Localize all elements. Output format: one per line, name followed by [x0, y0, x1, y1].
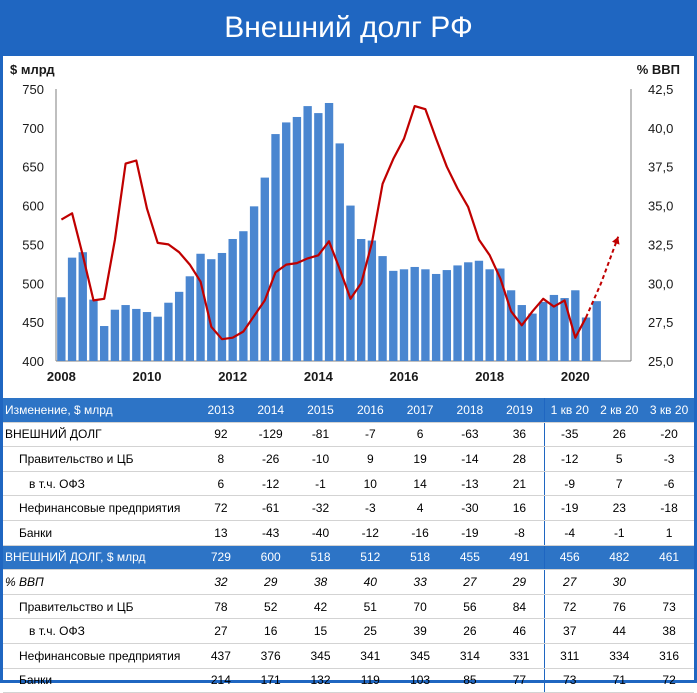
- row-label: в т.ч. ОФЗ: [3, 619, 196, 644]
- table-cell: -10: [296, 447, 346, 472]
- table-cell: 39: [395, 619, 445, 644]
- debt-bar: [496, 269, 504, 361]
- x-tick-label: 2010: [132, 369, 162, 384]
- table-cell: 56: [445, 594, 495, 619]
- debt-bar: [357, 239, 365, 361]
- right-tick-label: 27,5: [648, 315, 674, 331]
- table-cell: 29: [246, 570, 296, 595]
- table-cell: 4: [395, 496, 445, 521]
- table-cell: 52: [246, 594, 296, 619]
- table-cell: -1: [594, 520, 644, 545]
- table-cell: -8: [495, 520, 545, 545]
- table-cell: 40: [345, 570, 395, 595]
- table-row: [3, 668, 694, 693]
- table-cell: -40: [296, 520, 346, 545]
- table-cell: 23: [594, 496, 644, 521]
- table-cell: 46: [495, 619, 545, 644]
- right-axis-title: % ВВП: [636, 62, 680, 77]
- table-cell: -63: [445, 422, 495, 447]
- debt-bar: [250, 206, 258, 361]
- x-tick-label: 2014: [303, 369, 333, 384]
- debt-bar: [475, 261, 483, 361]
- left-tick-label: 700: [22, 120, 44, 136]
- right-tick-label: 42,5: [648, 82, 674, 97]
- table-cell: 92: [196, 422, 246, 447]
- table-cell: 6: [395, 422, 445, 447]
- table-cell: 311: [545, 643, 595, 668]
- table-cell: -4: [545, 520, 595, 545]
- table-row: [3, 643, 694, 668]
- x-tick-label: 2012: [218, 369, 248, 384]
- row-label: Банки: [3, 520, 196, 545]
- table-cell: 5: [594, 447, 644, 472]
- debt-bar: [239, 231, 247, 361]
- table-cell: -19: [445, 520, 495, 545]
- debt-bar: [443, 270, 451, 361]
- table-cell: 73: [545, 668, 595, 693]
- right-tick-label: 32,5: [648, 237, 674, 253]
- right-tick-label: 40,0: [648, 120, 674, 136]
- table-cell: -26: [246, 447, 296, 472]
- table-cell: 37: [545, 619, 595, 644]
- table-cell: 132: [296, 668, 346, 693]
- left-axis-title: $ млрд: [10, 62, 55, 77]
- table-cell: 455: [445, 545, 495, 570]
- debt-bar: [518, 305, 526, 361]
- debt-bar: [293, 117, 301, 361]
- table-cell: 316: [644, 643, 694, 668]
- table-cell: 491: [495, 545, 545, 570]
- debt-bar: [143, 312, 151, 361]
- table-cell: -61: [246, 496, 296, 521]
- left-tick-label: 450: [22, 315, 44, 331]
- table-cell: -12: [545, 447, 595, 472]
- table-cell: 1: [644, 520, 694, 545]
- table-cell: 518: [395, 545, 445, 570]
- table-cell: 7: [594, 471, 644, 496]
- table-cell: 600: [246, 545, 296, 570]
- debt-bar: [229, 239, 237, 361]
- table-cell: 44: [594, 619, 644, 644]
- table-cell: -3: [644, 447, 694, 472]
- table-cell: 72: [644, 668, 694, 693]
- table-cell: 2017: [395, 398, 445, 422]
- table-row: [3, 520, 694, 545]
- debt-bar: [100, 326, 108, 361]
- table-cell: -32: [296, 496, 346, 521]
- table-row: [3, 447, 694, 472]
- table-cell: 437: [196, 643, 246, 668]
- table-cell: 36: [495, 422, 545, 447]
- table-cell: [644, 570, 694, 595]
- debt-table: [3, 398, 694, 693]
- table-cell: 376: [246, 643, 296, 668]
- table-cell: 2018: [445, 398, 495, 422]
- table-cell: -35: [545, 422, 595, 447]
- table-cell: 73: [644, 594, 694, 619]
- table-cell: 9: [345, 447, 395, 472]
- table-cell: -43: [246, 520, 296, 545]
- table-cell: 27: [196, 619, 246, 644]
- table-row: [3, 471, 694, 496]
- table-cell: 16: [246, 619, 296, 644]
- table-cell: 84: [495, 594, 545, 619]
- table-cell: 38: [644, 619, 694, 644]
- table-cell: 482: [594, 545, 644, 570]
- debt-bar: [218, 253, 226, 361]
- table-cell: 15: [296, 619, 346, 644]
- table-cell: 27: [545, 570, 595, 595]
- table-cell: 25: [345, 619, 395, 644]
- row-label: % ВВП: [3, 570, 196, 595]
- debt-bar: [464, 262, 472, 361]
- page-title: [0, 0, 697, 56]
- table-cell: 2014: [246, 398, 296, 422]
- table-cell: 72: [545, 594, 595, 619]
- table-cell: 2019: [495, 398, 545, 422]
- table-cell: 345: [296, 643, 346, 668]
- table-cell: 26: [445, 619, 495, 644]
- debt-bar: [154, 317, 162, 361]
- table-cell: 2013: [196, 398, 246, 422]
- debt-bar: [132, 309, 140, 361]
- table-cell: 345: [395, 643, 445, 668]
- debt-bar: [282, 122, 290, 361]
- external-debt-chart: [0, 56, 697, 396]
- table-cell: 2 кв 20: [594, 398, 644, 422]
- table-cell: -30: [445, 496, 495, 521]
- x-tick-label: 2016: [389, 369, 419, 384]
- debt-bar: [453, 265, 461, 361]
- debt-bar: [539, 302, 547, 361]
- table-cell: 341: [345, 643, 395, 668]
- debt-bar: [261, 178, 269, 361]
- debt-bar: [411, 267, 419, 361]
- table-cell: -9: [545, 471, 595, 496]
- debt-bar: [68, 258, 76, 361]
- table-cell: 456: [545, 545, 595, 570]
- table-cell: 518: [296, 545, 346, 570]
- table-cell: -7: [345, 422, 395, 447]
- table-cell: 214: [196, 668, 246, 693]
- table-cell: 6: [196, 471, 246, 496]
- table-row: [3, 619, 694, 644]
- table-cell: 32: [196, 570, 246, 595]
- table-cell: 26: [594, 422, 644, 447]
- table-cell: 1 кв 20: [545, 398, 595, 422]
- table-cell: 103: [395, 668, 445, 693]
- debt-bar: [164, 303, 172, 361]
- page-title-text: Внешний долг РФ: [224, 11, 473, 44]
- table-cell: -14: [445, 447, 495, 472]
- table-cell: 78: [196, 594, 246, 619]
- table-cell: 8: [196, 447, 246, 472]
- debt-bar: [111, 310, 119, 361]
- table-cell: 3 кв 20: [644, 398, 694, 422]
- table-cell: 19: [395, 447, 445, 472]
- debt-bar: [593, 301, 601, 361]
- debt-bar: [389, 271, 397, 361]
- table-cell: 512: [345, 545, 395, 570]
- table-cell: 16: [495, 496, 545, 521]
- debt-bar: [89, 300, 97, 361]
- table-cell: -19: [545, 496, 595, 521]
- table-cell: 72: [196, 496, 246, 521]
- debt-bar: [57, 297, 65, 361]
- debt-bar: [325, 103, 333, 361]
- debt-table-body: [3, 398, 694, 693]
- table-row: [3, 545, 694, 570]
- table-cell: 76: [594, 594, 644, 619]
- debt-bar: [346, 206, 354, 361]
- debt-bar: [271, 134, 279, 361]
- table-cell: -3: [345, 496, 395, 521]
- table-cell: 10: [345, 471, 395, 496]
- table-cell: 21: [495, 471, 545, 496]
- x-tick-label: 2020: [560, 369, 590, 384]
- table-cell: 171: [246, 668, 296, 693]
- x-tick-label: 2018: [475, 369, 505, 384]
- debt-bar: [121, 305, 129, 361]
- table-cell: -12: [345, 520, 395, 545]
- table-cell: 334: [594, 643, 644, 668]
- right-tick-label: 30,0: [648, 276, 674, 292]
- table-cell: 71: [594, 668, 644, 693]
- row-label: в т.ч. ОФЗ: [3, 471, 196, 496]
- table-cell: -16: [395, 520, 445, 545]
- table-cell: -6: [644, 471, 694, 496]
- table-cell: 85: [445, 668, 495, 693]
- debt-bar: [432, 274, 440, 361]
- table-cell: 38: [296, 570, 346, 595]
- debt-bar: [196, 254, 204, 361]
- table-cell: 51: [345, 594, 395, 619]
- table-cell: 33: [395, 570, 445, 595]
- debt-bar: [528, 314, 536, 361]
- gdp-share-forecast-line: [586, 237, 618, 318]
- table-row: [3, 570, 694, 595]
- row-label: Изменение, $ млрд: [3, 398, 196, 422]
- row-label: Банки: [3, 668, 196, 693]
- table-row: [3, 594, 694, 619]
- table-cell: -13: [445, 471, 495, 496]
- table-cell: 461: [644, 545, 694, 570]
- row-label: ВНЕШНИЙ ДОЛГ: [3, 422, 196, 447]
- left-tick-label: 650: [22, 159, 44, 175]
- table-row: [3, 398, 694, 422]
- table-cell: 42: [296, 594, 346, 619]
- row-label: ВНЕШНИЙ ДОЛГ, $ млрд: [3, 545, 196, 570]
- left-tick-label: 500: [22, 276, 44, 292]
- table-cell: 729: [196, 545, 246, 570]
- table-cell: 119: [345, 668, 395, 693]
- debt-bar: [485, 269, 493, 361]
- table-cell: 13: [196, 520, 246, 545]
- table-cell: 27: [445, 570, 495, 595]
- table-cell: 314: [445, 643, 495, 668]
- table-cell: 70: [395, 594, 445, 619]
- table-cell: 28: [495, 447, 545, 472]
- table-cell: -20: [644, 422, 694, 447]
- debt-bar: [368, 241, 376, 361]
- debt-bar: [336, 143, 344, 361]
- table-cell: -81: [296, 422, 346, 447]
- table-cell: -129: [246, 422, 296, 447]
- table-cell: 2016: [345, 398, 395, 422]
- debt-bar: [421, 269, 429, 361]
- table-cell: 14: [395, 471, 445, 496]
- table-cell: 331: [495, 643, 545, 668]
- row-label: Правительство и ЦБ: [3, 447, 196, 472]
- table-cell: 77: [495, 668, 545, 693]
- row-label: Нефинансовые предприятия: [3, 643, 196, 668]
- debt-bar: [303, 106, 311, 361]
- left-tick-label: 550: [22, 237, 44, 253]
- left-tick-label: 400: [22, 354, 44, 369]
- left-tick-label: 600: [22, 198, 44, 214]
- table-cell: -12: [246, 471, 296, 496]
- right-tick-label: 25,0: [648, 354, 674, 369]
- debt-bar: [400, 269, 408, 361]
- table-row: [3, 422, 694, 447]
- table-row: [3, 496, 694, 521]
- table-cell: 29: [495, 570, 545, 595]
- table-cell: -18: [644, 496, 694, 521]
- x-tick-label: 2008: [46, 369, 76, 384]
- table-cell: 30: [594, 570, 644, 595]
- table-cell: -1: [296, 471, 346, 496]
- right-tick-label: 35,0: [648, 198, 674, 214]
- debt-bar: [378, 256, 386, 361]
- debt-bar: [175, 292, 183, 361]
- row-label: Нефинансовые предприятия: [3, 496, 196, 521]
- right-tick-label: 37,5: [648, 159, 674, 175]
- table-cell: 2015: [296, 398, 346, 422]
- debt-bar: [314, 113, 322, 361]
- debt-bar: [186, 276, 194, 361]
- left-tick-label: 750: [22, 82, 44, 97]
- row-label: Правительство и ЦБ: [3, 594, 196, 619]
